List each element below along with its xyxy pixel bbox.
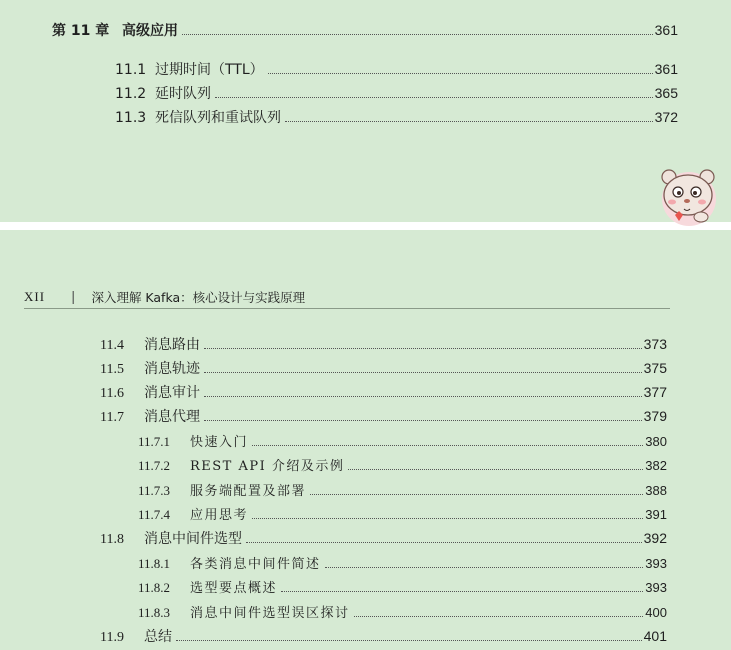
section-number: 11.4	[100, 338, 124, 353]
dot-leader	[348, 468, 643, 470]
section-title: 消息轨迹	[144, 361, 200, 377]
toc-subsection-11-7-2[interactable]	[138, 455, 667, 474]
subsection-page: 400	[645, 605, 667, 620]
subsection-title: 应用思考	[190, 508, 249, 523]
chapter-number: 第 11 章	[52, 23, 110, 39]
section-page: 401	[643, 628, 667, 644]
toc-subsection-11-7-1[interactable]	[138, 431, 667, 450]
section-number: 11.5	[100, 362, 124, 377]
toc-section-11-4[interactable]	[100, 334, 667, 354]
dot-leader	[204, 395, 642, 397]
subsection-number: 11.8.2	[138, 580, 171, 595]
toc-subsection-11-8-2[interactable]	[138, 577, 667, 596]
section-number: 11.7	[100, 410, 124, 425]
dot-leader	[252, 444, 643, 446]
section-number: 11.1	[115, 62, 147, 78]
toc-page-top	[0, 0, 731, 222]
toc-subsection-11-7-4[interactable]	[138, 504, 667, 523]
section-title: 总结	[144, 629, 172, 645]
section-title: 延时队列	[155, 86, 211, 102]
subsection-page: 393	[645, 580, 667, 595]
section-number: 11.2	[115, 86, 147, 102]
subsection-title: 消息中间件选型误区探讨	[190, 606, 350, 621]
subsection-number: 11.7.1	[138, 434, 171, 449]
dot-leader	[215, 96, 653, 98]
section-page: 379	[643, 408, 667, 424]
subsection-title: REST API 介绍及示例	[190, 459, 345, 474]
section-title: 死信队列和重试队列	[155, 110, 281, 126]
toc-subsection-11-7-3[interactable]	[138, 480, 667, 499]
dot-leader	[204, 371, 642, 373]
section-number: 11.9	[100, 630, 124, 645]
section-title: 消息审计	[144, 385, 200, 401]
toc-section-11-9[interactable]	[100, 626, 667, 646]
toc-page-bottom	[0, 230, 731, 650]
header-page-number: XII	[24, 289, 46, 304]
bear-mascot-icon	[655, 165, 727, 227]
dot-leader	[268, 72, 653, 74]
section-title: 过期时间（TTL）	[155, 62, 264, 78]
chapter-page: 361	[654, 22, 678, 38]
page-gap	[0, 222, 731, 230]
section-page: 392	[643, 530, 667, 546]
section-title: 消息路由	[144, 337, 200, 353]
section-number: 11.6	[100, 386, 124, 401]
subsection-title: 快速入门	[190, 435, 249, 450]
subsection-page: 380	[645, 434, 667, 449]
toc-subsection-11-8-1[interactable]	[138, 553, 667, 572]
section-page: 373	[643, 336, 667, 352]
chapter-title: 高级应用	[122, 23, 178, 39]
toc-subsection-11-8-3[interactable]	[138, 602, 667, 621]
running-header	[24, 286, 670, 309]
toc-section-11-7[interactable]	[100, 406, 667, 426]
toc-section-11-1[interactable]	[115, 59, 678, 79]
subsection-page: 388	[645, 483, 667, 498]
subsection-title: 选型要点概述	[190, 581, 278, 596]
subsection-page: 382	[645, 458, 667, 473]
toc-section-11-2[interactable]	[115, 83, 678, 103]
section-number: 11.8	[100, 532, 124, 547]
dot-leader	[182, 33, 653, 35]
subsection-title: 服务端配置及部署	[190, 484, 307, 499]
section-page: 377	[643, 384, 667, 400]
toc-chapter-11[interactable]	[52, 20, 678, 40]
dot-leader	[325, 566, 644, 568]
section-page: 372	[654, 109, 678, 125]
toc-section-11-3[interactable]	[115, 107, 678, 127]
section-title: 消息代理	[144, 409, 200, 425]
toc-section-11-5[interactable]	[100, 358, 667, 378]
dot-leader	[354, 615, 644, 617]
dot-leader	[252, 517, 643, 519]
section-page: 375	[643, 360, 667, 376]
dot-leader	[204, 419, 642, 421]
dot-leader	[285, 120, 653, 122]
section-page: 365	[654, 85, 678, 101]
header-separator: |	[71, 289, 76, 305]
subsection-number: 11.8.1	[138, 556, 171, 571]
toc-section-11-8[interactable]	[100, 528, 667, 548]
subsection-title: 各类消息中间件简述	[190, 557, 321, 572]
dot-leader	[310, 493, 643, 495]
dot-leader	[281, 590, 643, 592]
toc-section-11-6[interactable]	[100, 382, 667, 402]
subsection-number: 11.7.2	[138, 458, 171, 473]
subsection-number: 11.7.3	[138, 483, 171, 498]
subsection-page: 393	[645, 556, 667, 571]
dot-leader	[204, 347, 642, 349]
subsection-number: 11.7.4	[138, 507, 171, 522]
section-title: 消息中间件选型	[144, 531, 242, 547]
section-number: 11.3	[115, 110, 147, 126]
section-page: 361	[654, 61, 678, 77]
subsection-page: 391	[645, 507, 667, 522]
subsection-number: 11.8.3	[138, 605, 171, 620]
header-book-title: 深入理解 Kafka：核心设计与实践原理	[91, 290, 306, 305]
dot-leader	[246, 541, 642, 543]
dot-leader	[176, 639, 642, 641]
